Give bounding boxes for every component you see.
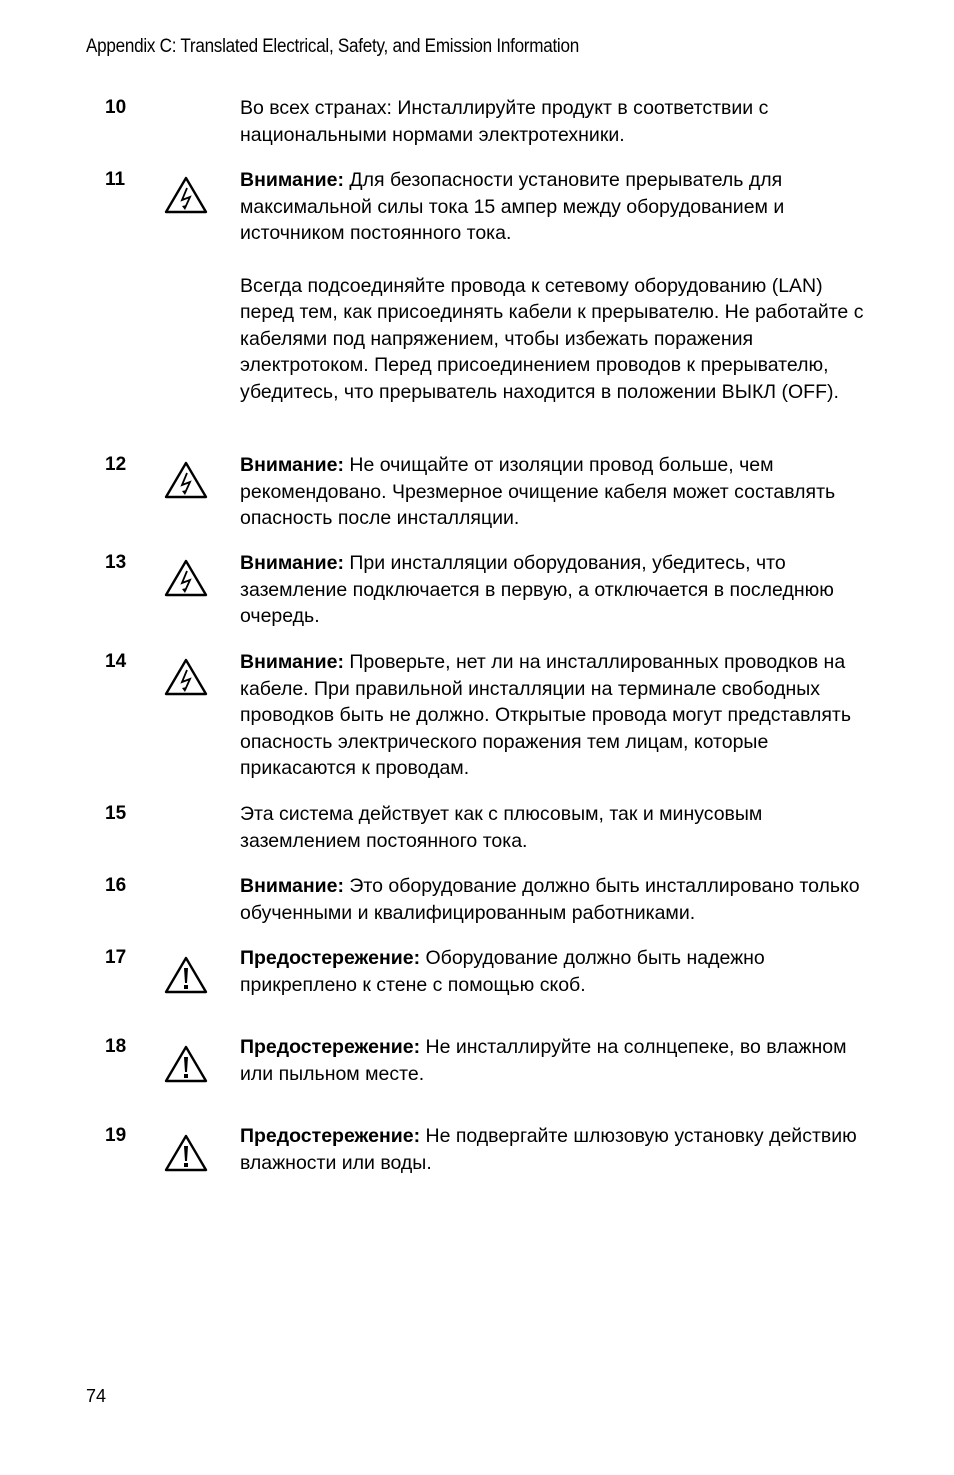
entry-paragraph (240, 167, 870, 247)
entry-paragraph (240, 649, 870, 782)
warning-label: Внимание: (240, 552, 344, 574)
entry-text (240, 945, 870, 998)
entry-number: 16 (105, 875, 127, 896)
warning-label: Внимание: (240, 454, 344, 476)
entry-body: Во всех странах: Инсталлируйте продукт в соответствии с национальными нормами электротехники. (240, 97, 769, 146)
page-header: Appendix C: Translated Electrical, Safety, and Emission Information (86, 36, 579, 57)
entry-paragraph (240, 273, 870, 406)
entry-text (240, 550, 870, 630)
entry-body: Для безопасности установите прерыватель для максимальной силы тока 15 ампер между оборудованием и источником постоянного тока. (240, 169, 785, 244)
entry-number: 12 (105, 454, 127, 475)
entry-number: 13 (105, 552, 127, 573)
entry-number: 11 (105, 169, 126, 190)
entry-body: Не инсталлируйте на солнцепеке, во влажном или пыльном месте. (240, 1036, 847, 1085)
entry-paragraph (240, 95, 870, 148)
electric-shock-warning-icon (164, 175, 208, 215)
caution-label: Предостережение: (240, 1036, 421, 1058)
entry-body: Это оборудование должно быть инсталлировано только обученными и квалифицированным работниками. (240, 875, 860, 924)
entry-paragraph (240, 801, 870, 854)
entry-paragraph (240, 873, 870, 926)
entry-paragraph (240, 1034, 870, 1087)
entry-paragraph (240, 1123, 870, 1176)
entry-body: Не подвергайте шлюзовую установку действию влажности или воды. (240, 1125, 857, 1174)
warning-label: Внимание: (240, 169, 344, 191)
entry-text (240, 649, 870, 782)
entry-body: Всегда подсоединяйте провода к сетевому оборудованию (LAN) перед тем, как присоединять кабели к прерывателю. Не работайте с кабелями под напряжением, чтобы избежать поражения электротоком. Перед присоединением проводов к прерывателю, убедитесь, что прерыватель находится в положении ВЫКЛ (OFF). (240, 274, 864, 403)
entry-number: 18 (105, 1036, 127, 1057)
entry-body: Эта система действует как с плюсовым, так и минусовым заземлением постоянного тока. (240, 803, 763, 852)
entry-text (240, 1123, 870, 1176)
caution-label: Предостережение: (240, 1125, 421, 1147)
entry-paragraph (240, 945, 870, 998)
entry-paragraph (240, 550, 870, 630)
entry-text (240, 452, 870, 532)
entry-number: 14 (105, 651, 127, 672)
electric-shock-warning-icon (164, 558, 208, 598)
entry-number: 19 (105, 1125, 127, 1146)
warning-label: Внимание: (240, 875, 344, 897)
entry-body: Проверьте, нет ли на инсталлированных проводков на кабеле. При правильной инсталляции на терминале свободных проводков быть не должно. Открытые провода могут представлять опасность электрического поражения тем лицам, которые прикасаются к проводам. (240, 651, 852, 779)
entry-number: 10 (105, 97, 127, 118)
entry-text (240, 873, 870, 926)
entry-body: Оборудование должно быть надежно прикреплено к стене с помощью скоб. (240, 947, 765, 996)
entry-number: 15 (105, 803, 127, 824)
entry-text (240, 167, 870, 405)
entry-paragraph (240, 452, 870, 532)
entry-text (240, 801, 870, 854)
entry-body: При инсталляции оборудования, убедитесь, что заземление подключается в первую, а отключается в последнюю очередь. (240, 552, 834, 627)
caution-label: Предостережение: (240, 947, 421, 969)
entry-body: Не очищайте от изоляции провод больше, чем рекомендовано. Чрезмерное очищение кабеля может составлять опасность после инсталляции. (240, 454, 836, 529)
warning-label: Внимание: (240, 651, 344, 673)
entry-number: 17 (105, 947, 127, 968)
page-number: 74 (86, 1386, 107, 1406)
caution-exclamation-icon (164, 1133, 208, 1173)
entry-text (240, 95, 870, 148)
electric-shock-warning-icon (164, 657, 208, 697)
caution-exclamation-icon (164, 955, 208, 995)
caution-exclamation-icon (164, 1044, 208, 1084)
entry-text (240, 1034, 870, 1087)
electric-shock-warning-icon (164, 460, 208, 500)
